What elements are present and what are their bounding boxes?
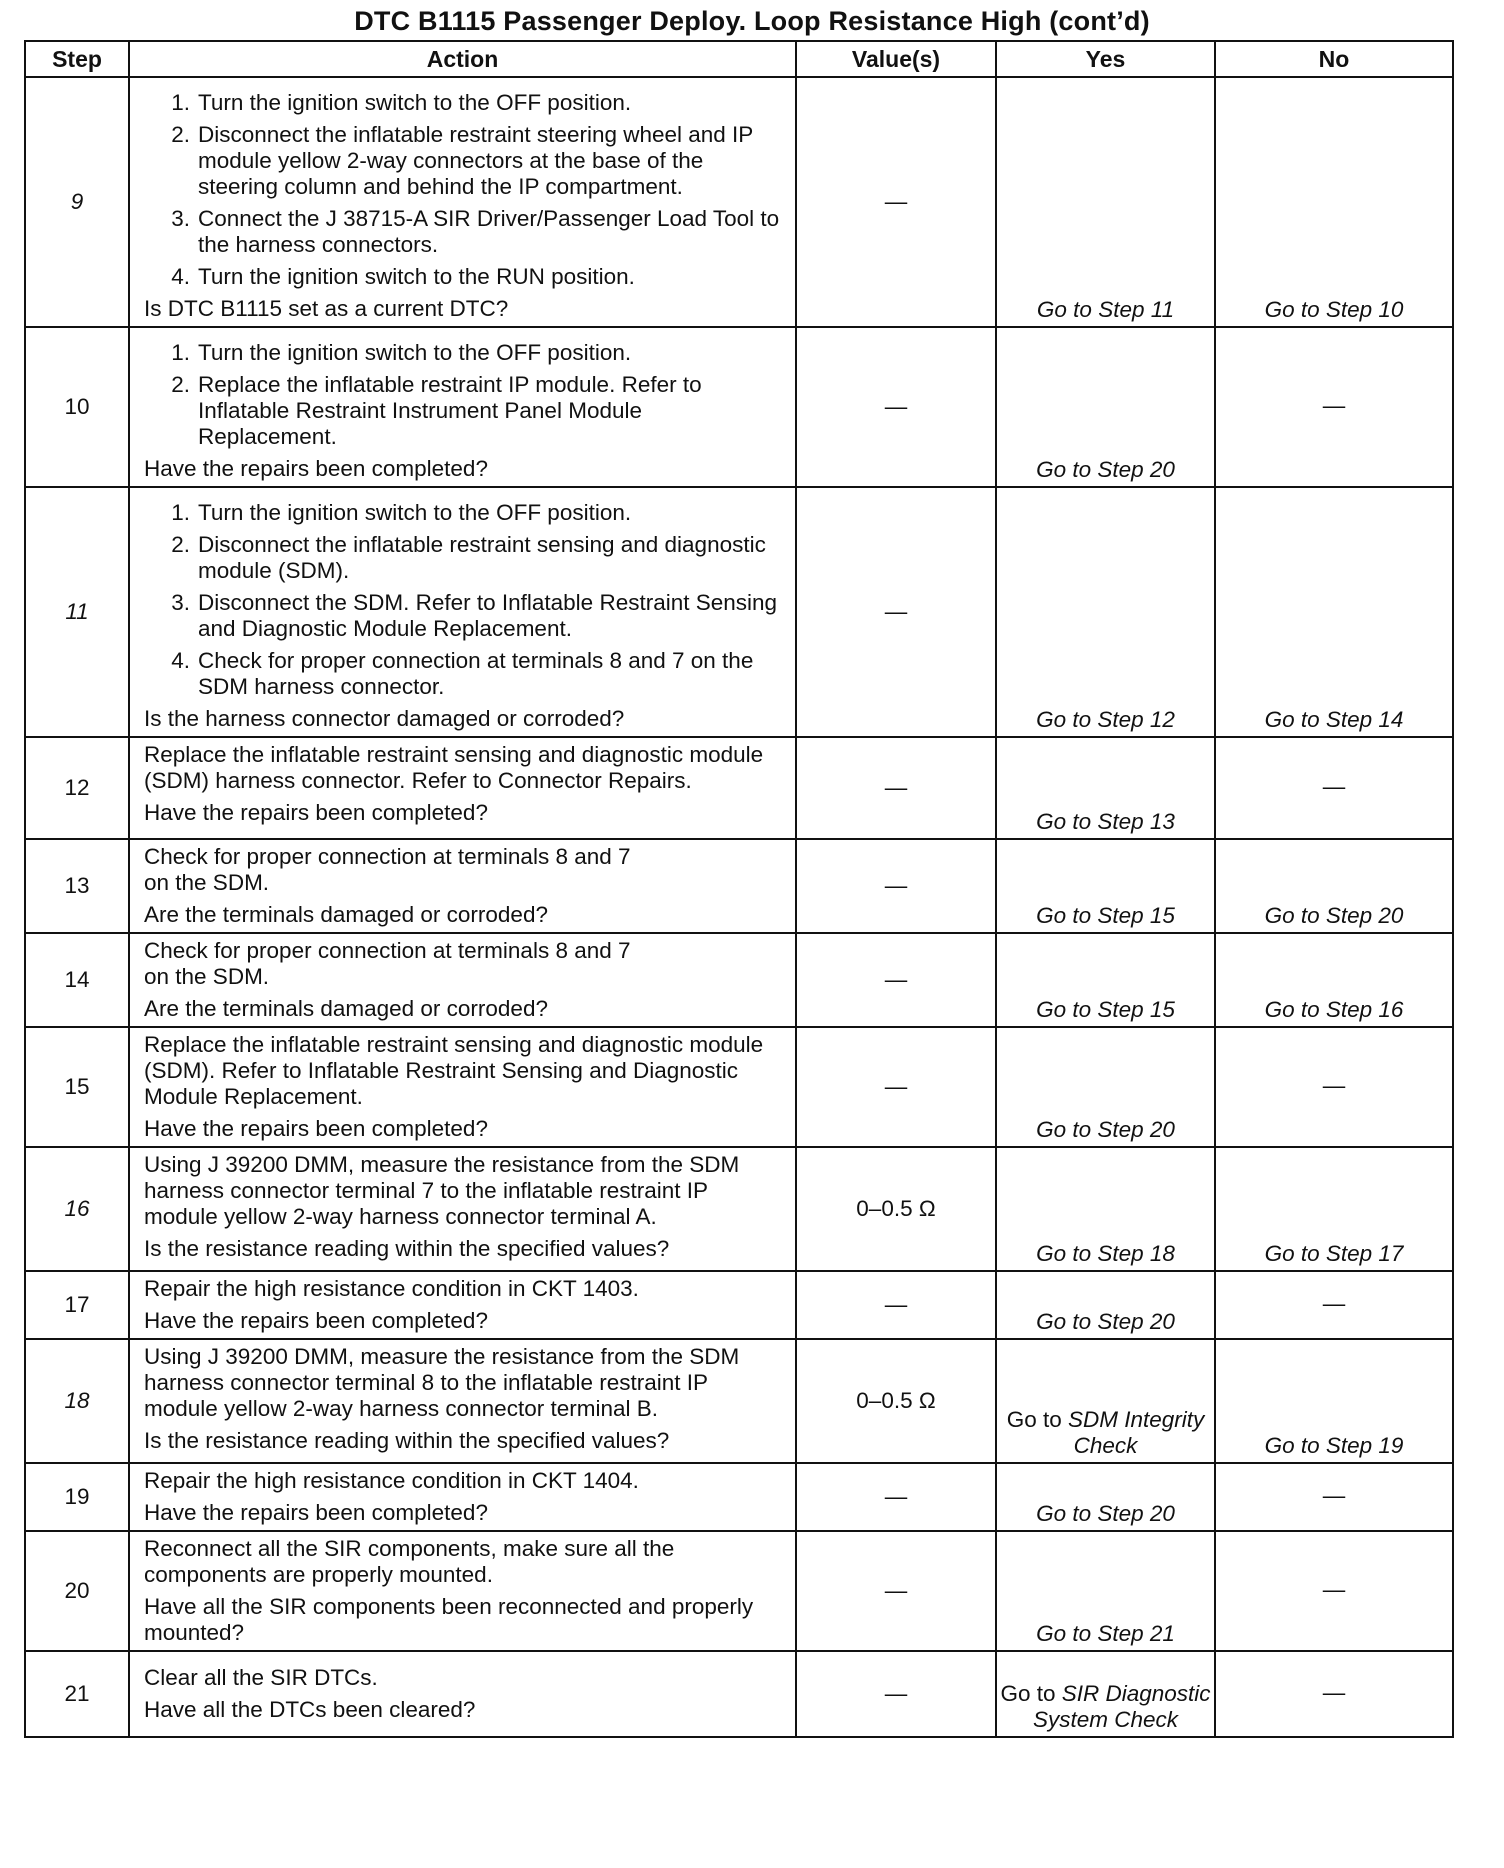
- value-cell: —: [796, 77, 996, 327]
- yes-cell: Go to Step 15: [996, 839, 1215, 933]
- list-item: 2. Disconnect the inflatable restraint sensing and diagnostic module (SDM).: [171, 532, 766, 583]
- action-text: Clear all the SIR DTCs.: [144, 1665, 378, 1690]
- table-row: [25, 1027, 1453, 1147]
- table-row: [25, 737, 1453, 839]
- action-text: Using J 39200 DMM, measure the resistance from the SDM harness connector terminal 7 to the inflatable restraint IP module yellow 2-way harness connector terminal A.: [144, 1152, 740, 1229]
- action-question: Have all the DTCs been cleared?: [144, 1697, 476, 1722]
- value-cell: 0–0.5 Ω: [796, 1147, 996, 1271]
- step-number: 13: [25, 839, 129, 933]
- action-question: Are the terminals damaged or corroded?: [144, 902, 548, 927]
- step-number: 10: [25, 327, 129, 487]
- action-question: Have the repairs been completed?: [144, 1116, 488, 1141]
- value-cell: —: [796, 1027, 996, 1147]
- step-number: 14: [25, 933, 129, 1027]
- no-cell: Go to Step 14: [1215, 487, 1453, 737]
- value-cell: —: [796, 933, 996, 1027]
- action-text: Replace the inflatable restraint sensing and diagnostic module (SDM). Refer to Inflatable Restraint Sensing and Diagnostic Module Replacement.: [144, 1032, 764, 1109]
- action-cell: [129, 737, 796, 839]
- action-question: Have the repairs been completed?: [144, 1500, 488, 1525]
- yes-cell: Go to Step 20: [996, 1271, 1215, 1339]
- no-cell: —: [1215, 1651, 1453, 1737]
- yes-cell: Go to Step 21: [996, 1531, 1215, 1651]
- action-question: Is the harness connector damaged or corroded?: [144, 706, 625, 731]
- action-text: Replace the inflatable restraint sensing and diagnostic module (SDM) harness connector. Refer to Connector Repairs.: [144, 742, 764, 793]
- header-values: Value(s): [796, 41, 996, 77]
- action-question: Have the repairs been completed?: [144, 1308, 488, 1333]
- no-cell: —: [1215, 327, 1453, 487]
- yes-cell: Go to Step 20: [996, 1027, 1215, 1147]
- value-cell: —: [796, 737, 996, 839]
- list-item: 4. Check for proper connection at terminals 8 and 7 on the SDM harness connector.: [171, 648, 754, 699]
- header-action: Action: [129, 41, 796, 77]
- value-cell: —: [796, 1271, 996, 1339]
- value-cell: —: [796, 487, 996, 737]
- step-number: 21: [25, 1651, 129, 1737]
- table-row: [25, 1651, 1453, 1737]
- yes-cell: Go to Step 15: [996, 933, 1215, 1027]
- action-text: Repair the high resistance condition in CKT 1403.: [144, 1276, 639, 1301]
- action-steps: [144, 90, 785, 290]
- action-question: Have the repairs been completed?: [144, 800, 488, 825]
- action-question: Is the resistance reading within the specified values?: [144, 1236, 670, 1261]
- diagnostic-table: [24, 40, 1454, 1738]
- yes-prefix: Go to: [1000, 1681, 1056, 1706]
- action-steps: [144, 340, 785, 450]
- no-cell: Go to Step 16: [1215, 933, 1453, 1027]
- action-cell: [129, 77, 796, 327]
- list-item: 1. Turn the ignition switch to the OFF position.: [171, 500, 632, 525]
- action-cell: [129, 487, 796, 737]
- table-row: [25, 933, 1453, 1027]
- page-title: DTC B1115 Passenger Deploy. Loop Resistance High (cont’d): [354, 6, 1150, 36]
- step-number: 17: [25, 1271, 129, 1339]
- no-cell: —: [1215, 1463, 1453, 1531]
- table-header-row: [25, 41, 1453, 77]
- list-item: 2. Disconnect the inflatable restraint steering wheel and IP module yellow 2-way connectors at the base of the steering column and behind the IP compartment.: [171, 122, 753, 199]
- table-row: [25, 1531, 1453, 1651]
- no-cell: —: [1215, 1271, 1453, 1339]
- step-number: 16: [25, 1147, 129, 1271]
- header-yes: Yes: [996, 41, 1215, 77]
- yes-cell: Go to Step 18: [996, 1147, 1215, 1271]
- value-cell: —: [796, 1463, 996, 1531]
- step-number: 15: [25, 1027, 129, 1147]
- yes-cell: Go to Step 12: [996, 487, 1215, 737]
- yes-link: SIR Diagnostic System Check: [1032, 1681, 1211, 1732]
- value-cell: 0–0.5 Ω: [796, 1339, 996, 1463]
- action-question: Are the terminals damaged or corroded?: [144, 996, 548, 1021]
- action-cell: [129, 1339, 796, 1463]
- action-cell: [129, 1271, 796, 1339]
- list-item: 1. Turn the ignition switch to the OFF position.: [171, 90, 632, 115]
- no-cell: Go to Step 19: [1215, 1339, 1453, 1463]
- step-number: 11: [25, 487, 129, 737]
- no-cell: —: [1215, 1027, 1453, 1147]
- action-question: Is the resistance reading within the specified values?: [144, 1428, 670, 1453]
- action-question: Is DTC B1115 set as a current DTC?: [144, 296, 509, 321]
- step-number: 9: [25, 77, 129, 327]
- yes-cell: Go to Step 13: [996, 737, 1215, 839]
- action-text: Check for proper connection at terminals 8 and 7 on the SDM.: [144, 844, 631, 895]
- list-item: 3. Disconnect the SDM. Refer to Inflatable Restraint Sensing and Diagnostic Module Replacement.: [171, 590, 778, 641]
- no-cell: Go to Step 20: [1215, 839, 1453, 933]
- yes-prefix: Go to: [1006, 1407, 1062, 1432]
- value-cell: —: [796, 839, 996, 933]
- step-number: 12: [25, 737, 129, 839]
- action-text: Reconnect all the SIR components, make sure all the components are properly mounted.: [144, 1536, 675, 1587]
- action-text: Check for proper connection at terminals 8 and 7 on the SDM.: [144, 938, 631, 989]
- action-cell: [129, 327, 796, 487]
- table-row: [25, 1271, 1453, 1339]
- header-no: No: [1215, 41, 1453, 77]
- table-row: [25, 487, 1453, 737]
- list-item: 4. Turn the ignition switch to the RUN position.: [171, 264, 635, 289]
- step-number: 19: [25, 1463, 129, 1531]
- list-item: 2. Replace the inflatable restraint IP module. Refer to Inflatable Restraint Instrument Panel Module Replacement.: [171, 372, 702, 449]
- yes-cell: Go to Step 11: [996, 77, 1215, 327]
- value-cell: —: [796, 1651, 996, 1737]
- value-cell: —: [796, 1531, 996, 1651]
- no-cell: —: [1215, 1531, 1453, 1651]
- action-cell: [129, 1027, 796, 1147]
- yes-cell: Go to Step 20: [996, 327, 1215, 487]
- action-cell: [129, 839, 796, 933]
- no-cell: Go to Step 17: [1215, 1147, 1453, 1271]
- no-cell: Go to Step 10: [1215, 77, 1453, 327]
- table-row: [25, 327, 1453, 487]
- table-row: [25, 1339, 1453, 1463]
- action-question: Have all the SIR components been reconnected and properly mounted?: [144, 1594, 754, 1645]
- action-cell: [129, 1147, 796, 1271]
- action-steps: [144, 500, 785, 700]
- list-item: 1. Turn the ignition switch to the OFF position.: [171, 340, 632, 365]
- action-cell: [129, 933, 796, 1027]
- value-cell: —: [796, 327, 996, 487]
- action-text: Using J 39200 DMM, measure the resistance from the SDM harness connector terminal 8 to the inflatable restraint IP module yellow 2-way harness connector terminal B.: [144, 1344, 740, 1421]
- header-step: Step: [25, 41, 129, 77]
- table-row: [25, 77, 1453, 327]
- action-question: Have the repairs been completed?: [144, 456, 488, 481]
- yes-cell: [996, 1651, 1215, 1737]
- yes-link: SDM Integrity Check: [1068, 1407, 1205, 1458]
- action-text: Repair the high resistance condition in CKT 1404.: [144, 1468, 639, 1493]
- action-cell: [129, 1531, 796, 1651]
- table-row: [25, 1147, 1453, 1271]
- step-number: 18: [25, 1339, 129, 1463]
- no-cell: —: [1215, 737, 1453, 839]
- action-cell: [129, 1651, 796, 1737]
- list-item: 3. Connect the J 38715-A SIR Driver/Passenger Load Tool to the harness connectors.: [171, 206, 780, 257]
- action-cell: [129, 1463, 796, 1531]
- yes-cell: [996, 1339, 1215, 1463]
- table-row: [25, 1463, 1453, 1531]
- table-row: [25, 839, 1453, 933]
- step-number: 20: [25, 1531, 129, 1651]
- yes-cell: Go to Step 20: [996, 1463, 1215, 1531]
